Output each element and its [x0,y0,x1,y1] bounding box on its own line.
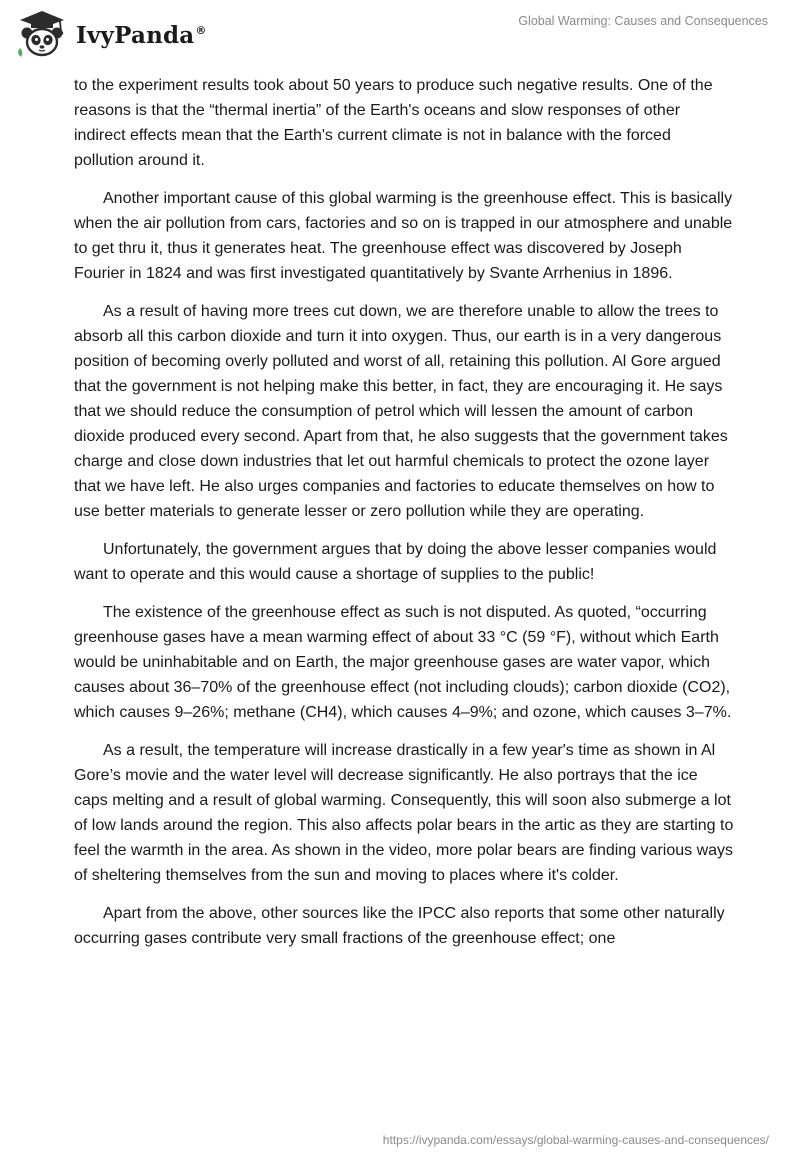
paragraph: Apart from the above, other sources like the IPCC also reports that some other naturally occurring gases contribute very small fractions of the greenhouse effect; one [74,905,725,947]
paragraph: As a result of having more trees cut down, we are therefore unable to allow the trees to absorb all this carbon dioxide and turn it into oxygen. Thus, our earth is in a very dangerous position of becoming overly polluted and worst of all, retaining this pollution. Al Gore argued that the government is not helping make this better, in fact, they are encouraging it. He says that we should reduce the consumption of petrol which will lessen the amount of carbon dioxide produced every second. Apart from that, he also suggests that the government takes charge and close down industries that let out harmful chemicals to protect the ozone layer that we have left. He also urges companies and factories to educate themselves on how to use better materials to generate lesser or zero pollution while they are operating. [74,303,728,520]
logo-wordmark: IvyPanda® [76,21,207,49]
page-header [0,0,800,70]
paragraph: As a result, the temperature will increase drastically in a few year's time as shown in Al Gore’s movie and the water level will decrease significantly. He also portrays that the ice caps melting and a result of global warming. Consequently, this will soon also submerge a lot of low lands around the region. This also affects polar bears in the artic as they are starting to feel the warmth in the area. As shown in the video, more polar bears are finding various ways of sheltering themselves from the sun and moving to places where it's colder. [74,742,734,884]
panda-graduate-icon [14,8,70,60]
source-url[interactable]: https://ivypanda.com/essays/global-warming-causes-and-consequences/ [382,1133,769,1147]
paragraph: Another important cause of this global warming is the greenhouse effect. This is basically when the air pollution from cars, factories and so on is trapped in our atmosphere and unable to get thru it, thus it generates heat. The greenhouse effect was discovered by Joseph Fourier in 1824 and was first investigated quantitatively by Svante Arrhenius in 1896. [74,190,733,282]
essay-body [74,73,734,964]
paragraph: Unfortunately, the government argues that by doing the above lesser companies would want to operate and this would cause a shortage of supplies to the public! [74,541,717,583]
paragraph: The existence of the greenhouse effect as such is not disputed. As quoted, “occurring greenhouse gases have a mean warming effect of about 33 °C (59 °F), without which Earth would be uninhabitable and on Earth, the major greenhouse gases are water vapor, which causes about 36–70% of the greenhouse effect (not including clouds); carbon dioxide (CO2), which causes 9–26%; methane (CH4), which causes 4–9%; and ozone, which causes 3–7%. [74,604,732,721]
registered-mark: ® [195,23,207,37]
document-title: Global Warming: Causes and Consequences [518,14,768,28]
paragraph: to the experiment results took about 50 years to produce such negative results. One of the reasons is that the “thermal inertia” of the Earth's oceans and slow responses of other indirect effects mean that the Earth's current climate is not in balance with the forced pollution around it. [74,77,713,169]
ivypanda-logo[interactable] [14,8,207,60]
